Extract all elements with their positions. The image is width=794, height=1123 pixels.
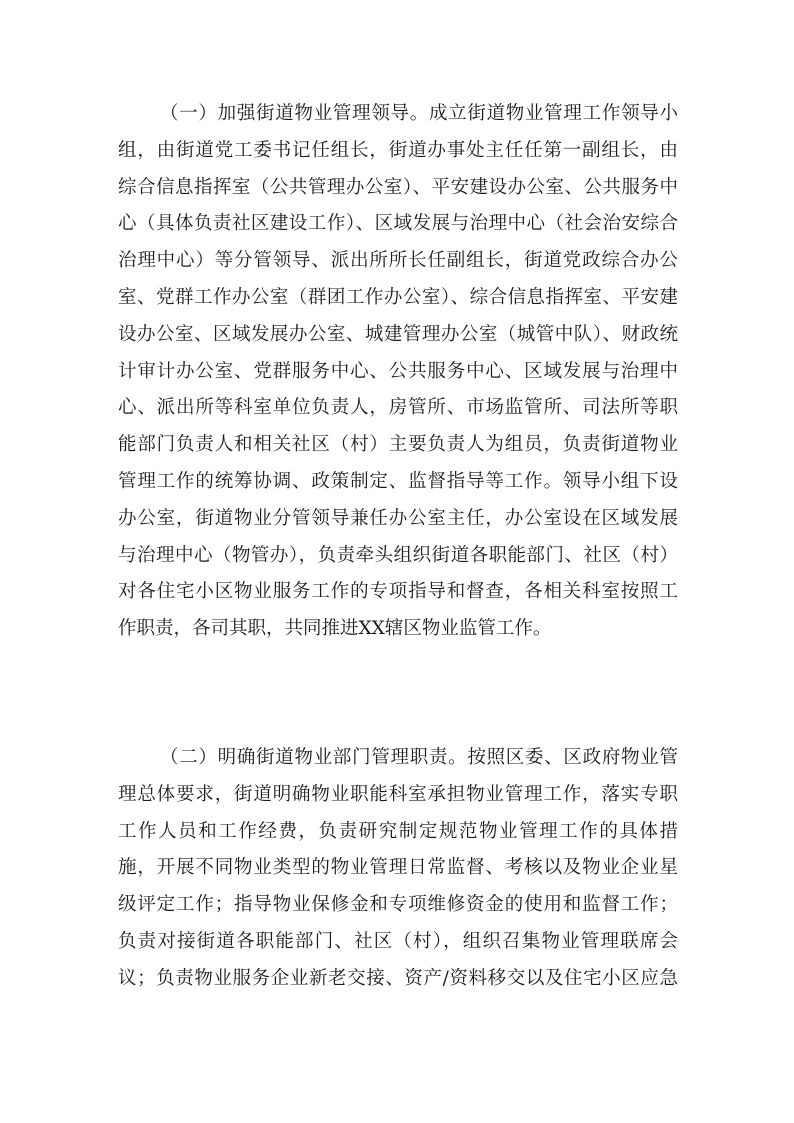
text-line: 管理工作的统筹协调、政策制定、监督指导等工作。领导小组下设	[118, 471, 678, 492]
text-line: 能部门负责人和相关社区（村）主要负责人为组员，负责街道物业	[118, 434, 678, 456]
text-line: 组，由街道党工委书记任组长，街道办事处主任任第一副组长，由	[118, 139, 678, 161]
text-line: 综合信息指挥室（公共管理办公室）、平安建设办公室、公共服务中	[118, 176, 678, 198]
text-line: （二）明确街道物业部门管理职责。按照区委、区政府物业管	[160, 747, 678, 768]
text-line: （一）加强街道物业管理领导。成立街道物业管理工作领导小	[160, 103, 678, 124]
text-line: 心、派出所等科室单位负责人，房管所、市场监管所、司法所等职	[118, 397, 678, 419]
text-line: 治理中心）等分管领导、派出所所长任副组长，街道党政综合办公	[118, 250, 678, 272]
text-line: 办公室，街道物业分管领导兼任办公室主任，办公室设在区域发展	[118, 507, 678, 529]
text-line: 室、党群工作办公室（群团工作办公室）、综合信息指挥室、平安建	[118, 287, 678, 308]
text-line: 对各住宅小区物业服务工作的专项指导和督查，各相关科室按照工	[118, 581, 678, 603]
text-line: 负责对接街道各职能部门、社区（村），组织召集物业管理联席会	[118, 931, 678, 952]
text-line: 施，开展不同物业类型的物业管理日常监督、考核以及物业企业星	[118, 857, 678, 879]
text-line: 作职责，各司其职，共同推进XX辖区物业监管工作。	[118, 618, 552, 640]
text-line: 计审计办公室、党群服务中心、公共服务中心、区域发展与治理中	[118, 360, 678, 382]
text-line: 级评定工作；指导物业保修金和专项维修资金的使用和监督工作；	[118, 894, 678, 916]
text-line: 心（具体负责社区建设工作）、区域发展与治理中心（社会治安综合	[118, 213, 678, 235]
text-line: 理总体要求，街道明确物业职能科室承担物业管理工作，落实专职	[118, 783, 678, 805]
text-line: 设办公室、区域发展办公室、城建管理办公室（城管中队）、财政统	[118, 323, 678, 345]
text-line: 工作人员和工作经费，负责研究制定规范物业管理工作的具体措	[118, 820, 678, 842]
text-line: 议；负责物业服务企业新老交接、资产/资料移交以及住宅小区应急	[118, 967, 678, 989]
text-line: 与治理中心（物管办），负责牵头组织街道各职能部门、社区（村）	[118, 544, 678, 566]
